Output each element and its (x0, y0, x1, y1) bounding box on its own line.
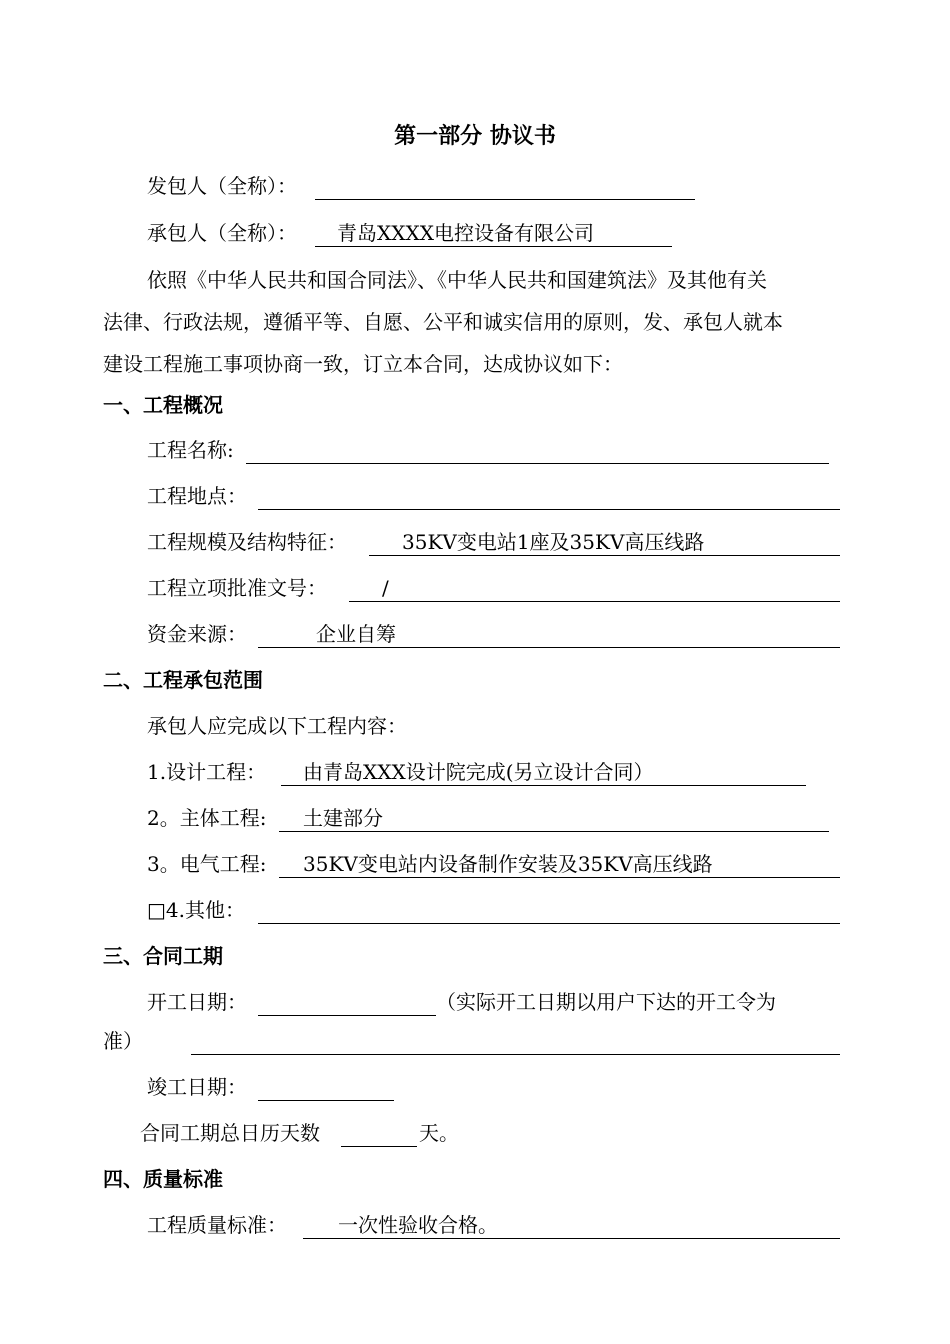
start-date-note-end: 准） (103, 1029, 143, 1053)
employer-label: 发包人（全称）： (147, 174, 297, 198)
total-days-suffix: 天。 (419, 1121, 459, 1145)
start-date-field[interactable] (258, 988, 436, 1016)
section-1-heading: 一、工程概况 (103, 393, 223, 417)
quality-standard-field[interactable]: 一次性验收合格。 (303, 1211, 840, 1239)
section-2-heading: 二、工程承包范围 (103, 668, 263, 692)
funding-source-field[interactable]: 企业自筹 (258, 620, 840, 648)
design-work-label: 1.设计工程： (147, 760, 267, 784)
project-name-label: 工程名称: (147, 438, 234, 462)
total-days-prefix: 合同工期总日历天数 (140, 1121, 320, 1145)
section-3-heading: 三、合同工期 (103, 944, 223, 968)
project-location-label: 工程地点： (147, 484, 247, 508)
section-4-heading: 四、质量标准 (103, 1167, 223, 1191)
other-work-field[interactable] (258, 896, 840, 924)
intro-paragraph (103, 259, 838, 385)
contractor-field[interactable]: 青岛XXXX电控设备有限公司 (315, 219, 672, 247)
approval-number-field[interactable]: / (349, 574, 840, 602)
main-work-field[interactable]: 土建部分 (279, 804, 829, 832)
scope-intro: 承包人应完成以下工程内容： (147, 714, 407, 738)
design-work-field[interactable]: 由青岛XXX设计院完成(另立设计合同） (281, 758, 806, 786)
other-work-label: □4.其他： (147, 898, 245, 922)
completion-date-field[interactable] (258, 1073, 394, 1101)
project-name-field[interactable] (246, 436, 829, 464)
quality-standard-label: 工程质量标准： (147, 1213, 287, 1237)
approval-number-label: 工程立项批准文号： (147, 576, 327, 600)
intro-line-2: 法律、行政法规，遵循平等、自愿、公平和诚实信用的原则，发、承包人就本 (103, 310, 783, 334)
project-scale-label: 工程规模及结构特征： (147, 530, 347, 554)
electrical-work-label: 3。电气工程: (147, 852, 267, 876)
intro-line-1: 依照《中华人民共和国合同法》、《中华人民共和国建筑法》及其他有关 (147, 268, 767, 292)
start-date-label: 开工日期： (147, 990, 247, 1014)
completion-date-label: 竣工日期： (147, 1075, 247, 1099)
total-days-field[interactable] (341, 1119, 417, 1147)
main-work-label: 2。主体工程: (147, 806, 267, 830)
page-title: 第一部分 协议书 (394, 124, 556, 149)
project-scale-field[interactable]: 35KV变电站1座及35KV高压线路 (369, 528, 840, 556)
start-date-extra-field[interactable] (191, 1027, 840, 1055)
project-location-field[interactable] (258, 482, 840, 510)
electrical-work-field[interactable]: 35KV变电站内设备制作安装及35KV高压线路 (279, 850, 840, 878)
intro-line-3: 建设工程施工事项协商一致，订立本合同，达成协议如下： (103, 352, 623, 376)
funding-source-label: 资金来源： (147, 622, 247, 646)
contractor-label: 承包人（全称）： (147, 221, 297, 245)
employer-field[interactable] (315, 172, 695, 200)
start-date-note: （实际开工日期以用户下达的开工令为 (436, 990, 776, 1014)
